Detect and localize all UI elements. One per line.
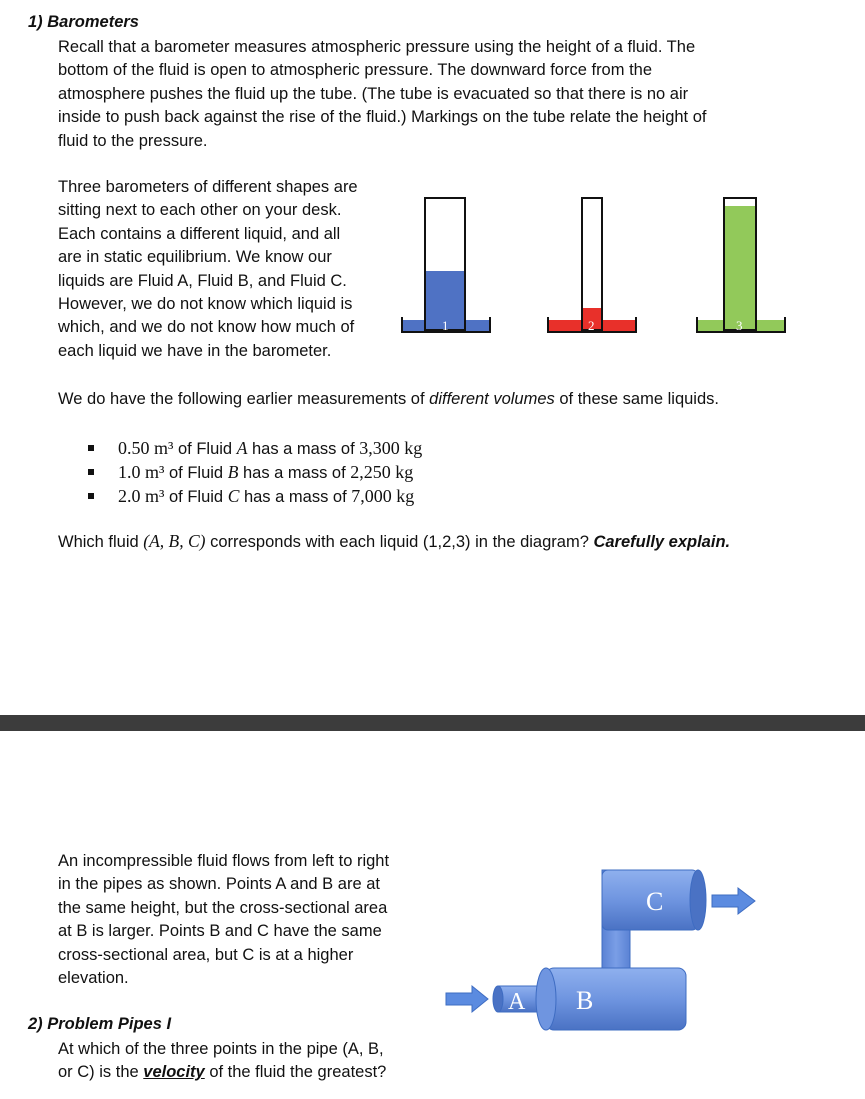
mass: 3,300 kg: [359, 438, 423, 458]
emphasis: Carefully explain.: [593, 533, 731, 551]
setup-line: which, and we do not know how much of: [58, 318, 355, 337]
measurements-list: [88, 436, 422, 508]
barometer-3-fluid-column: [724, 206, 756, 330]
q2-setup: [58, 850, 438, 990]
mass: 7,000 kg: [351, 486, 415, 506]
fluid-name: C: [227, 486, 240, 506]
setup-line: Each contains a different liquid, and all: [58, 224, 341, 243]
volume: 1.0 m³: [118, 462, 165, 482]
measurements-intro-text-end: of these same liquids.: [554, 390, 719, 408]
barometer-3: [697, 198, 785, 333]
q1-question: Which fluid (A, B, C) corresponds with each liquid (1,2,3) in the diagram? Carefully explain.: [58, 531, 731, 551]
intro-line: inside to push back against the rise of the fluid.) Markings on the tube relate the height of: [58, 108, 707, 127]
setup-line: in the pipes as shown. Points A and B are at: [58, 875, 380, 894]
setup-line: the same height, but the cross-sectional area: [58, 898, 388, 917]
question-line: At which of the three points in the pipe (A, B,: [58, 1040, 384, 1058]
bullet-icon: [88, 445, 94, 451]
fluid-set: (A, B, C): [143, 531, 206, 551]
setup-line: sitting next to each other on your desk.: [58, 201, 342, 220]
setup-line: However, we do not know which liquid is: [58, 295, 353, 314]
barometer-3-label: 3: [736, 318, 743, 333]
setup-line: liquids are Fluid A, Fluid B, and Fluid C.: [58, 271, 347, 290]
q1-heading: 1) Barometers: [28, 13, 139, 31]
q1-setup: [58, 176, 398, 363]
pipe-c-outlet: [690, 870, 706, 930]
pipe-label-b: B: [576, 986, 594, 1015]
setup-line: each liquid we have in the barometer.: [58, 341, 332, 360]
volume: 2.0 m³: [118, 486, 165, 506]
setup-line: Three barometers of different shapes are: [58, 178, 358, 196]
inlet-arrow-icon: [446, 986, 488, 1012]
setup-line: elevation.: [58, 969, 129, 988]
list-item: 1.0 m³ of Fluid B has a mass of 2,250 kg: [88, 460, 422, 484]
fluid-name: A: [236, 438, 248, 458]
measurements-intro: [58, 390, 719, 409]
q2-question: [58, 1038, 438, 1085]
pipe-label-a: A: [508, 989, 526, 1015]
intro-line: Recall that a barometer measures atmospheric pressure using the height of a fluid. The: [58, 38, 696, 56]
setup-line: An incompressible fluid flows from left to right: [58, 852, 390, 870]
q2-heading: 2) Problem Pipes I: [28, 1015, 172, 1033]
intro-line: bottom of the fluid is open to atmospheric pressure. The downward force from the: [58, 61, 652, 80]
measurements-intro-text: We do have the following earlier measurements of: [58, 390, 430, 408]
mass: 2,250 kg: [350, 462, 414, 482]
list-item: 0.50 m³ of Fluid A has a mass of 3,300 kg: [88, 436, 422, 460]
measurements-intro-emphasis: different volumes: [429, 390, 555, 408]
barometer-2: [548, 198, 636, 333]
barometers-diagram: [390, 190, 800, 350]
bullet-icon: [88, 469, 94, 475]
velocity-emphasis: velocity: [143, 1063, 205, 1082]
setup-line: are in static equilibrium. We know our: [58, 248, 332, 267]
outlet-arrow-icon: [712, 888, 755, 914]
intro-line: fluid to the pressure.: [58, 131, 208, 150]
barometer-1: [402, 198, 490, 333]
pipes-diagram: [440, 860, 770, 1040]
pipe-label-c: C: [646, 887, 664, 916]
list-item: 2.0 m³ of Fluid C has a mass of 7,000 kg: [88, 484, 422, 508]
intro-line: atmosphere pushes the fluid up the tube. (The tube is evacuated so that there is no air: [58, 84, 689, 103]
q1-intro: [58, 36, 818, 153]
setup-line: cross-sectional area, but C is at a higher: [58, 945, 354, 964]
question-line: or C) is the velocity of the fluid the greatest?: [58, 1063, 387, 1082]
bullet-icon: [88, 493, 94, 499]
volume: 0.50 m³: [118, 438, 174, 458]
setup-line: at B is larger. Points B and C have the same: [58, 922, 382, 941]
pipe-b: [546, 968, 686, 1030]
pipe-a-inlet: [493, 986, 503, 1012]
pipe-b-end: [536, 968, 556, 1030]
barometer-1-label: 1: [442, 318, 449, 333]
page-divider: [0, 715, 865, 731]
barometer-2-label: 2: [588, 318, 595, 333]
fluid-name: B: [227, 462, 239, 482]
